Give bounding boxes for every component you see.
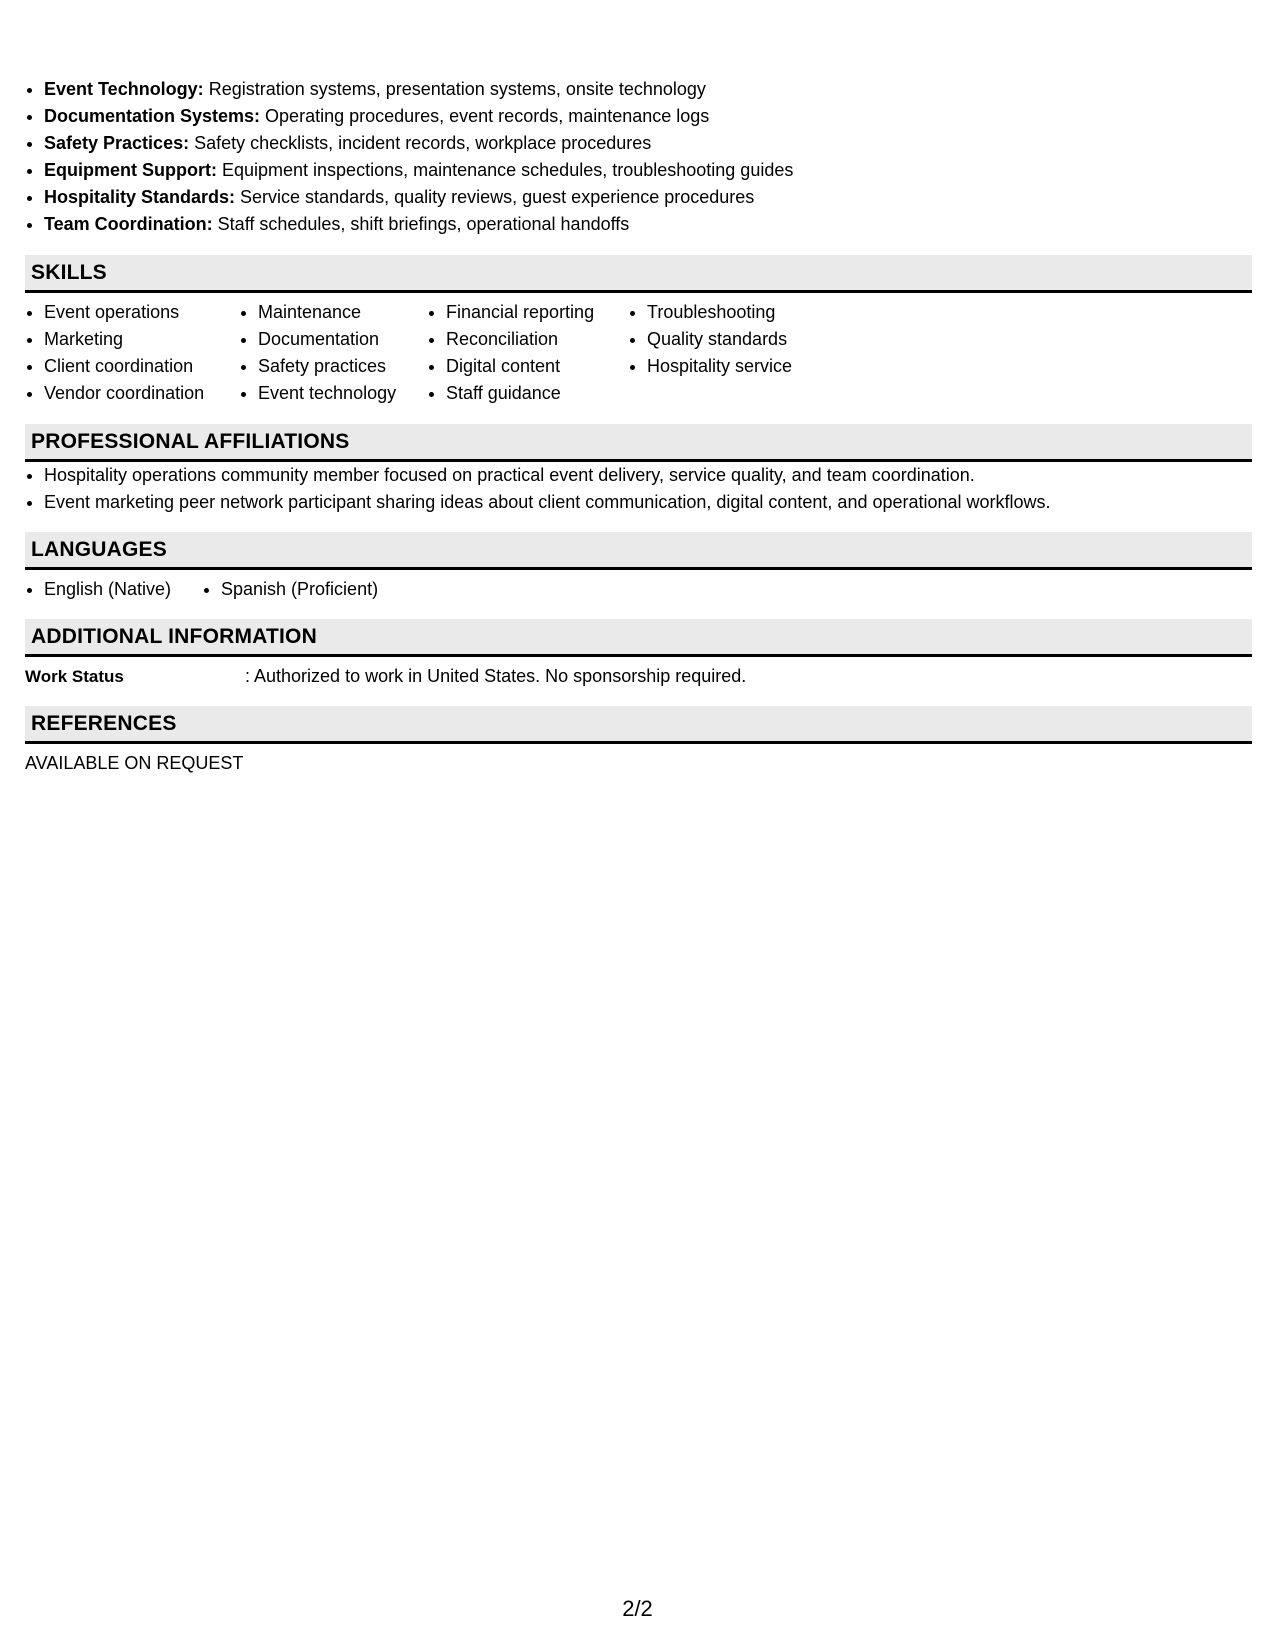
language-column	[202, 576, 378, 603]
item-text: Equipment inspections, maintenance schedules, troubleshooting guides	[216, 160, 794, 180]
item-text: Registration systems, presentation systems, onsite technology	[203, 79, 706, 99]
list-item	[44, 157, 1252, 184]
list-item	[44, 76, 1252, 103]
skill-item: • Hospitality service	[647, 353, 847, 380]
skill-item: • Documentation	[258, 326, 427, 353]
skills-column	[239, 299, 427, 407]
language-item: • Spanish (Proficient)	[221, 576, 378, 603]
list-item	[44, 130, 1252, 157]
skills-heading: SKILLS	[25, 255, 1252, 293]
item-label: Team Coordination:	[44, 214, 213, 234]
affiliations-list	[25, 462, 1252, 516]
list-item: • Hospitality operations community member focused on practical event delivery, service quality, and team coordination.	[44, 462, 1252, 489]
item-label: Equipment Support:	[44, 160, 217, 180]
skill-item: • Event operations	[44, 299, 239, 326]
tools-list	[25, 76, 1252, 238]
skill-item: • Reconciliation	[446, 326, 628, 353]
skills-grid	[25, 299, 1252, 407]
list-item: • Event marketing peer network participant sharing ideas about client communication, digital content, and operational workflows.	[44, 489, 1252, 516]
item-label: Documentation Systems:	[44, 106, 261, 126]
skills-column	[628, 299, 847, 407]
references-text: AVAILABLE ON REQUEST	[25, 753, 244, 773]
item-text: Staff schedules, shift briefings, operational handoffs	[212, 214, 630, 234]
work-status-value: : Authorized to work in United States. No sponsorship required.	[245, 666, 747, 686]
item-text: Service standards, quality reviews, guest experience procedures	[235, 187, 755, 207]
affiliations-heading: PROFESSIONAL AFFILIATIONS	[25, 424, 1252, 462]
languages-heading: LANGUAGES	[25, 532, 1252, 570]
skill-item: • Financial reporting	[446, 299, 628, 326]
page-number: 2/2	[622, 1596, 653, 1621]
skill-item: • Troubleshooting	[647, 299, 847, 326]
skill-item: • Client coordination	[44, 353, 239, 380]
list-item	[44, 184, 1252, 211]
skill-item: • Staff guidance	[446, 380, 628, 407]
skill-item: • Maintenance	[258, 299, 427, 326]
item-label: Hospitality Standards:	[44, 187, 236, 207]
skill-item: • Digital content	[446, 353, 628, 380]
skills-column	[427, 299, 628, 407]
skill-item: • Safety practices	[258, 353, 427, 380]
language-column	[25, 576, 202, 603]
resume-page	[25, 76, 1252, 777]
item-label: Event Technology:	[44, 79, 204, 99]
additional-info-heading: ADDITIONAL INFORMATION	[25, 619, 1252, 657]
list-item	[44, 211, 1252, 238]
work-status-row	[25, 663, 1252, 690]
skill-item: • Quality standards	[647, 326, 847, 353]
item-label: Safety Practices:	[44, 133, 190, 153]
language-item: • English (Native)	[44, 576, 202, 603]
skill-item: • Vendor coordination	[44, 380, 239, 407]
item-text: Operating procedures, event records, maintenance logs	[260, 106, 710, 126]
work-status-label: Work Status	[25, 667, 124, 686]
skill-item: • Marketing	[44, 326, 239, 353]
references-heading: REFERENCES	[25, 706, 1252, 744]
languages-list	[25, 576, 1252, 603]
skill-item: • Event technology	[258, 380, 427, 407]
item-text: Safety checklists, incident records, workplace procedures	[189, 133, 652, 153]
skills-column	[25, 299, 239, 407]
list-item	[44, 103, 1252, 130]
